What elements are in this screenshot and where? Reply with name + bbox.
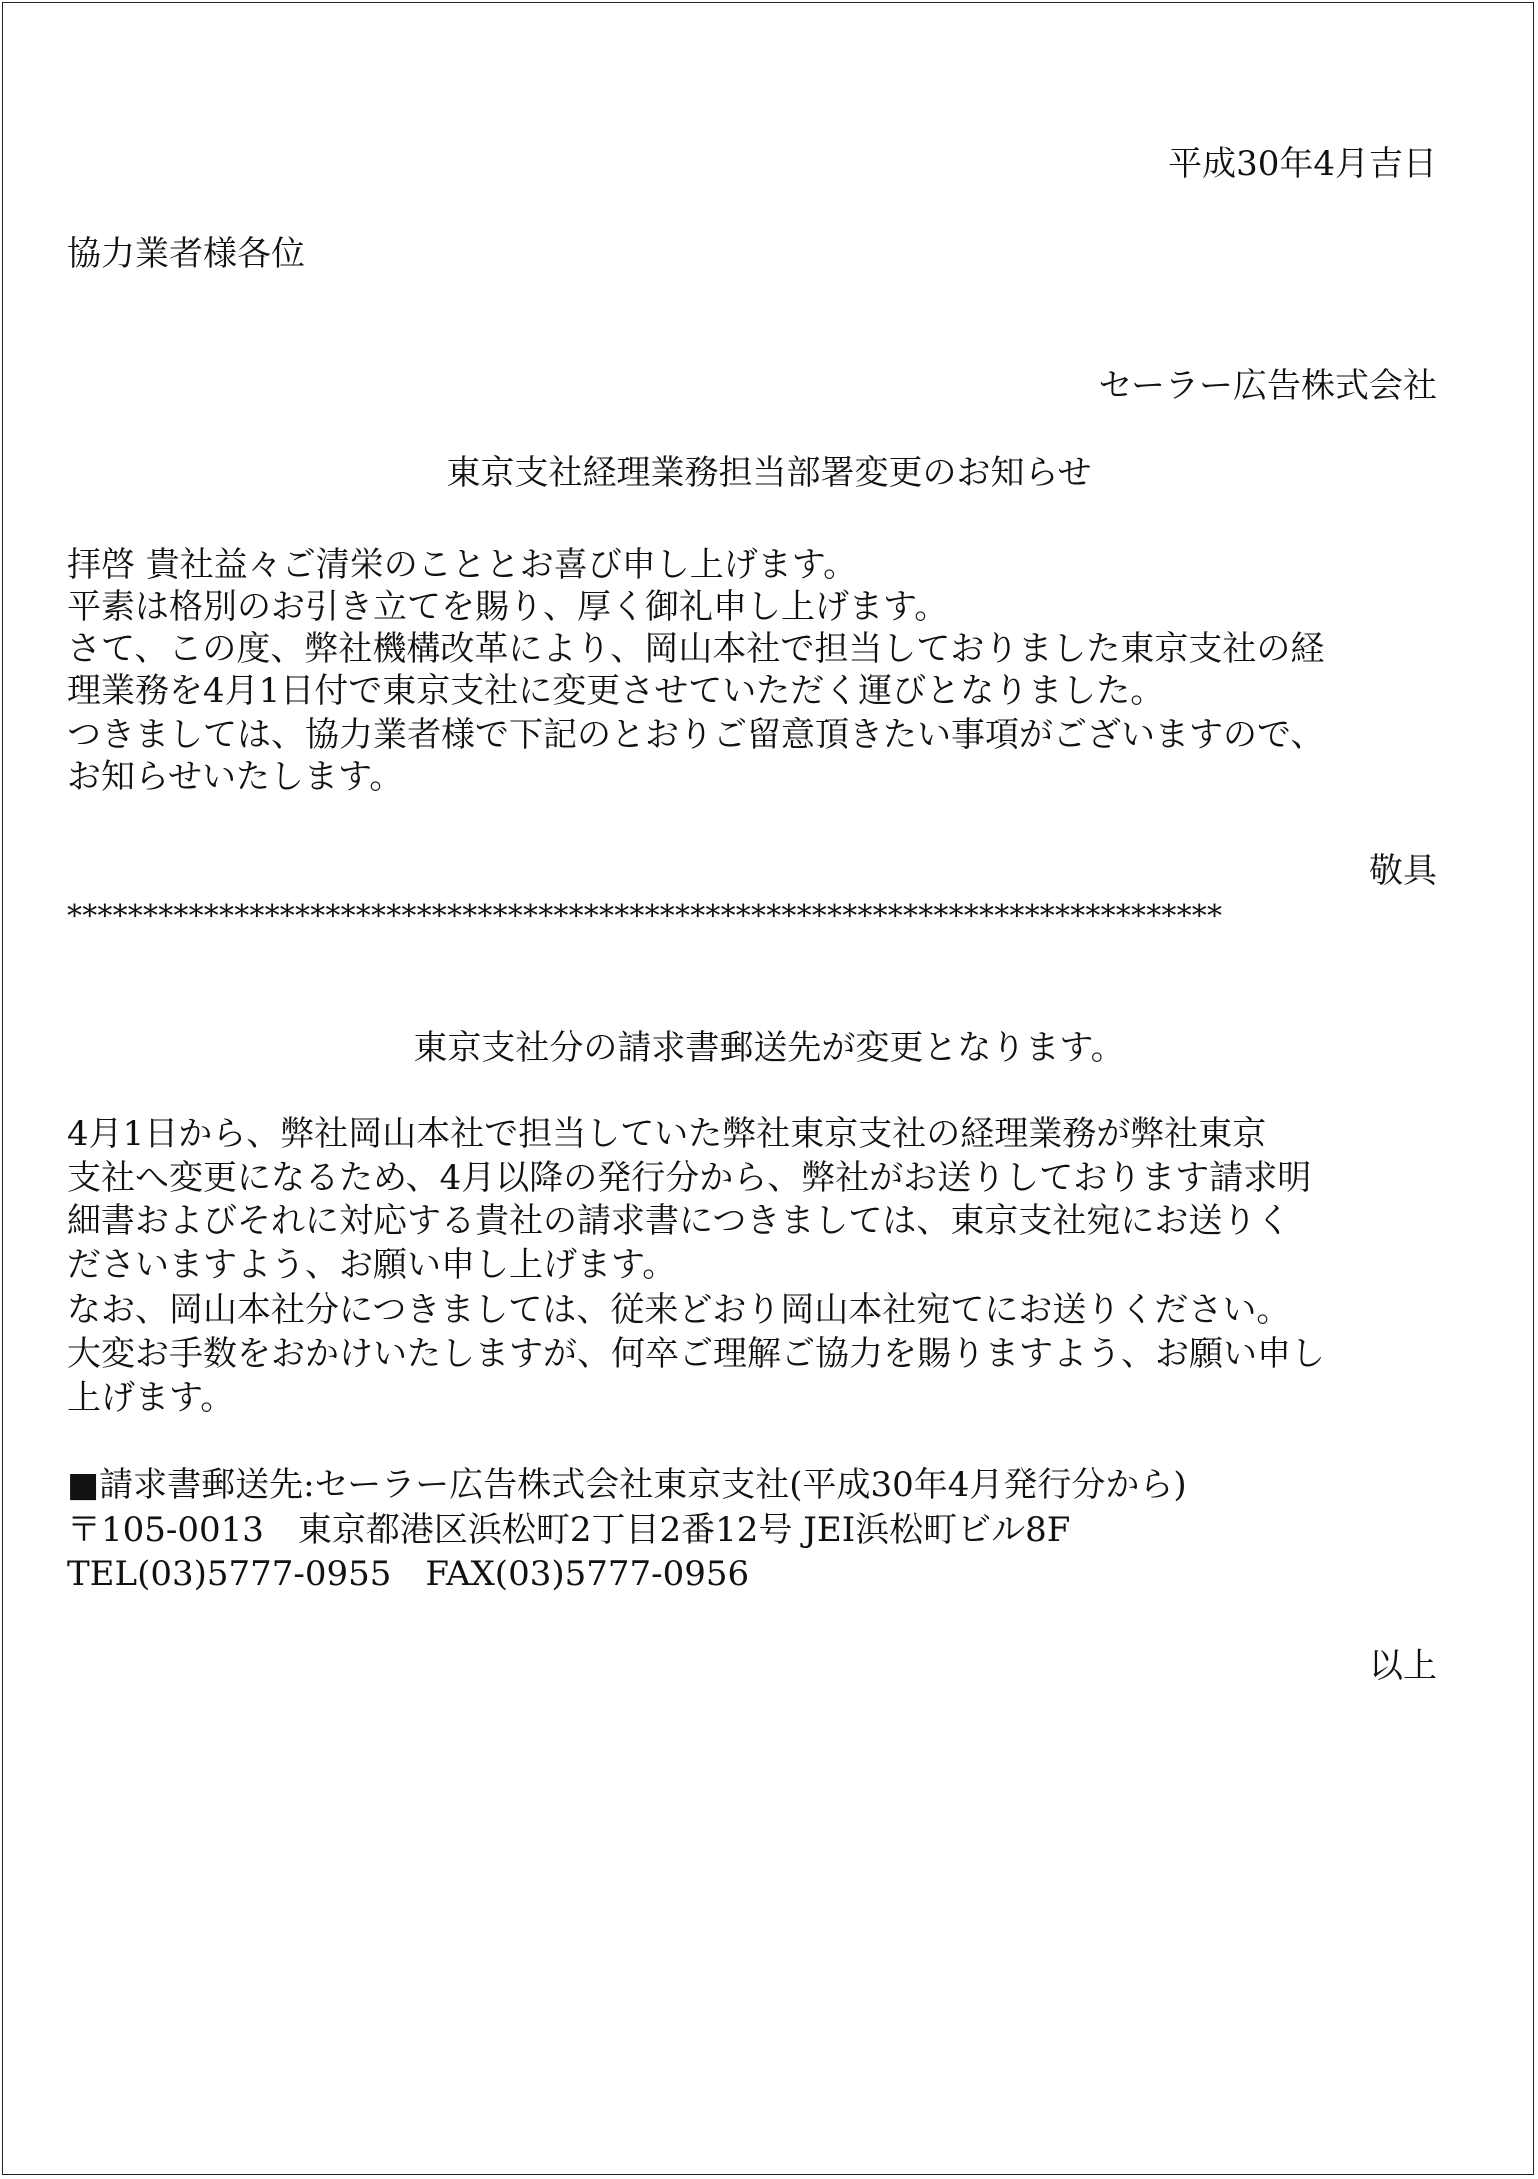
greeting-line: 平素は格別のお引き立てを賜り、厚く御礼申し上げます。 xyxy=(67,587,949,627)
separator: **************************************************************************** xyxy=(67,899,1223,934)
closing-keigu: 敬具 xyxy=(1369,851,1437,891)
body-line: 細書およびそれに対応する貴社の請求書につきましては、東京支社宛にお送りく xyxy=(67,1201,1291,1241)
greeting-line: お知らせいたします。 xyxy=(67,757,404,797)
body-line: 4月1日から、弊社岡山本社で担当していた弊社東京支社の経理業務が弊社東京 xyxy=(67,1114,1267,1154)
greeting-line: さて、この度、弊社機構改革により、岡山本社で担当しておりました東京支社の経 xyxy=(67,629,1325,669)
mailing-address-heading: ■請求書郵送先:セーラー広告株式会社東京支社(平成30年4月発行分から) xyxy=(67,1465,1187,1505)
greeting-line: 理業務を4月1日付で東京支社に変更させていただく運びとなりました。 xyxy=(67,671,1165,711)
body-line: ださいますよう、お願い申し上げます。 xyxy=(67,1245,677,1285)
recipient: 協力業者様各位 xyxy=(67,234,305,274)
body-line: 支社へ変更になるため、4月以降の発行分から、弊社がお送りしております請求明 xyxy=(67,1158,1312,1198)
date: 平成30年4月吉日 xyxy=(1168,144,1437,184)
greeting-line: つきましては、協力業者様で下記のとおりご留意頂きたい事項がございますので、 xyxy=(67,715,1325,755)
postal-address: 〒105-0013 東京都港区浜松町2丁目2番12号 JEI浜松町ビル8F xyxy=(67,1510,1071,1550)
body-line: なお、岡山本社分につきましては、従来どおり岡山本社宛てにお送りください。 xyxy=(67,1290,1291,1330)
section-title: 東京支社分の請求書郵送先が変更となります。 xyxy=(413,1028,1125,1068)
sender-company: セーラー広告株式会社 xyxy=(1098,366,1437,406)
closing-ijo: 以上 xyxy=(1369,1646,1437,1686)
phone-fax: TEL(03)5777-0955 FAX(03)5777-0956 xyxy=(67,1554,750,1594)
document-page xyxy=(2,2,1534,2175)
document-title: 東京支社経理業務担当部署変更のお知らせ xyxy=(446,453,1092,493)
body-line: 上げます。 xyxy=(67,1378,235,1418)
greeting-line: 拝啓 貴社益々ご清栄のこととお喜び申し上げます。 xyxy=(67,545,858,585)
body-line: 大変お手数をおかけいたしますが、何卒ご理解ご協力を賜りますよう、お願い申し xyxy=(67,1334,1325,1374)
